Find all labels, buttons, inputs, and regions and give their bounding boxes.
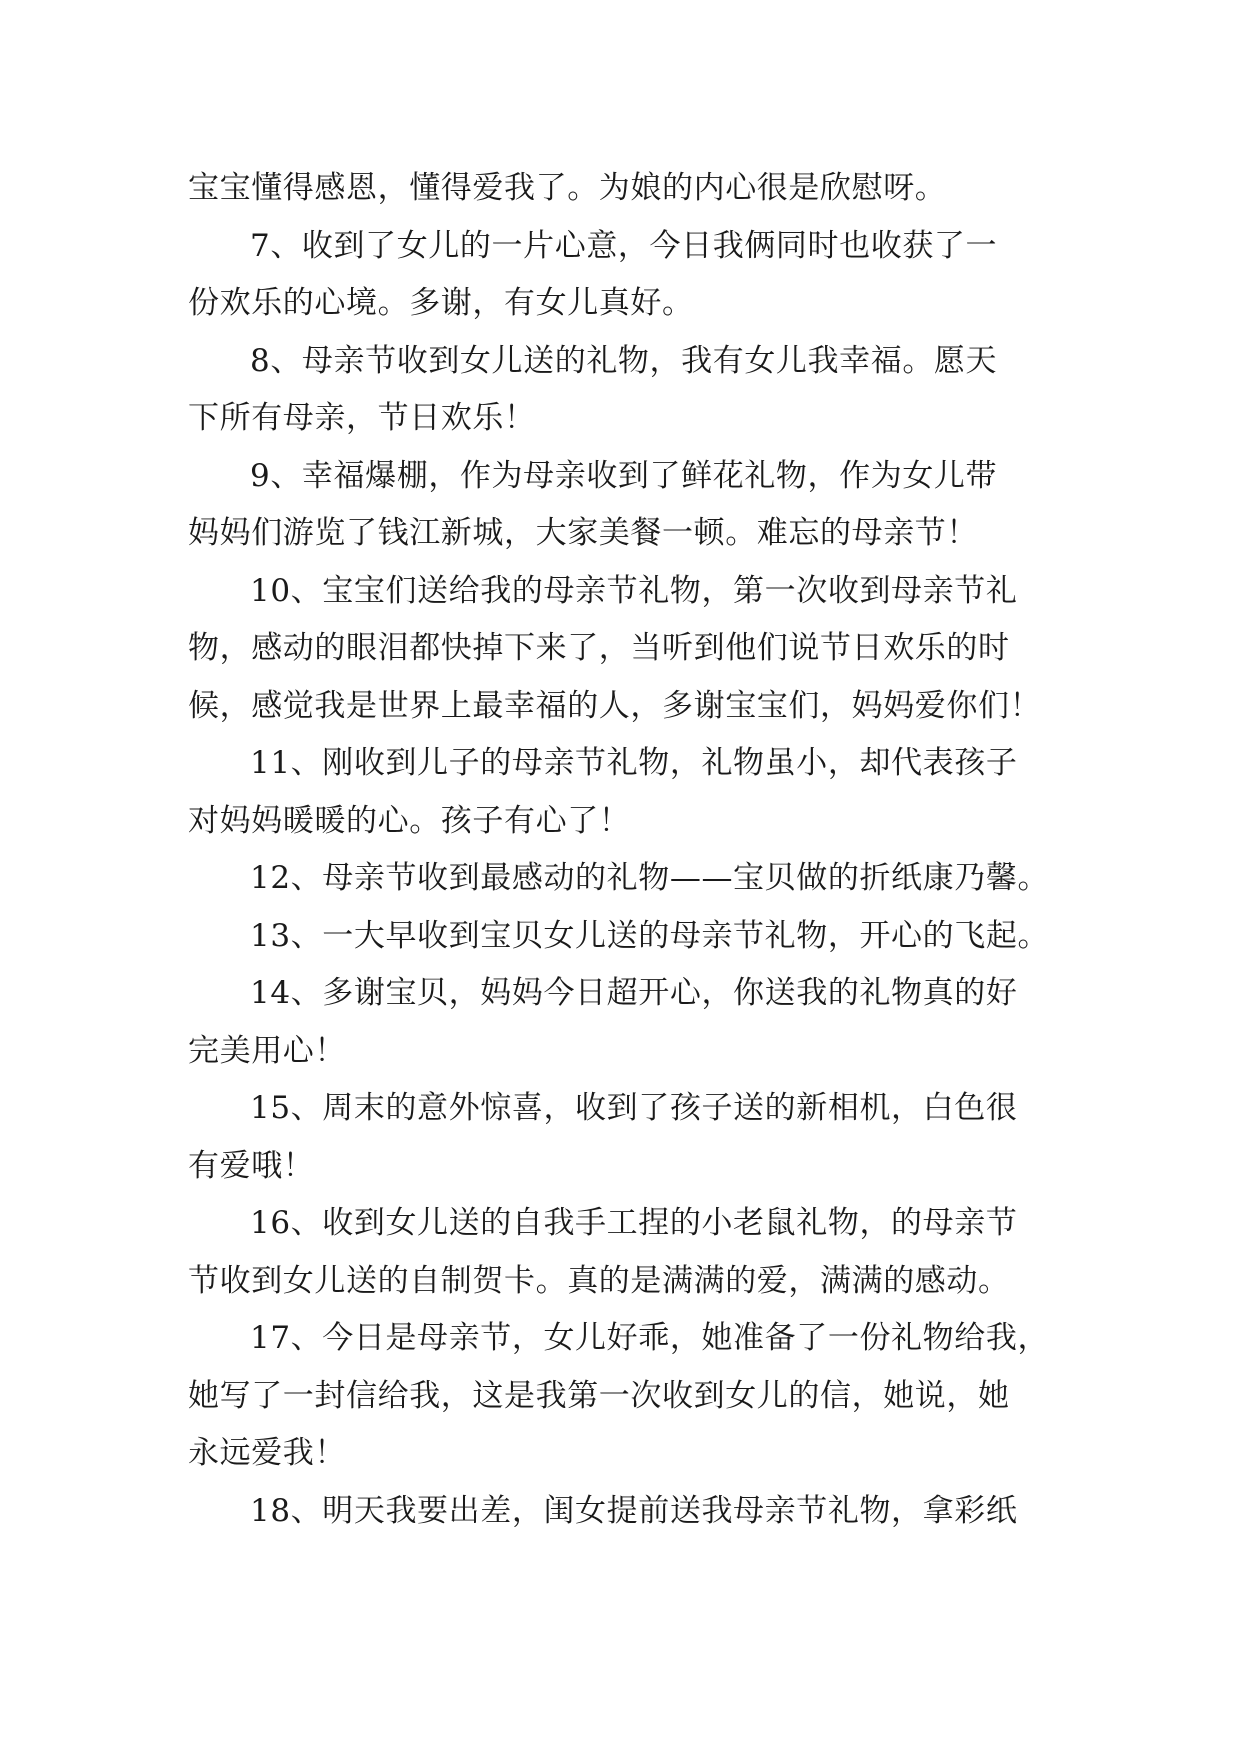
text-line: 17、今日是母亲节，女儿好乖，她准备了一份礼物给我， — [250, 1320, 1050, 1356]
text-line: 12、母亲节收到最感动的礼物——宝贝做的折纸康乃馨。 — [250, 860, 1050, 896]
paragraph — [188, 160, 1058, 218]
paragraph — [188, 1483, 1058, 1541]
text-line: 16、收到女儿送的自我手工捏的小老鼠礼物，的母亲节 — [250, 1205, 1018, 1241]
text-line: 份欢乐的心境。多谢，有女儿真好。 — [188, 285, 694, 321]
document-body — [188, 160, 1058, 1540]
text-line: 宝宝懂得感恩，懂得爱我了。为娘的内心很是欣慰呀。 — [188, 170, 947, 206]
text-line: 10、宝宝们送给我的母亲节礼物，第一次收到母亲节礼 — [250, 572, 1018, 609]
paragraph — [188, 850, 1058, 908]
text-line: 妈妈们游览了钱江新城，大家美餐一顿。难忘的母亲节！ — [188, 515, 978, 551]
paragraph — [188, 218, 1058, 333]
text-line: 节收到女儿送的自制贺卡。真的是满满的爱，满满的感动。 — [188, 1262, 1010, 1299]
paragraph — [188, 908, 1058, 966]
text-line: 完美用心！ — [188, 1032, 346, 1069]
text-line: 对妈妈暖暖的心。孩子有心了！ — [188, 802, 631, 839]
paragraph — [188, 1195, 1058, 1310]
text-line: 14、多谢宝贝，妈妈今日超开心，你送我的礼物真的好 — [250, 975, 1018, 1011]
paragraph — [188, 1310, 1058, 1483]
paragraph — [188, 965, 1058, 1080]
text-line: 11、刚收到儿子的母亲节礼物，礼物虽小，却代表孩子 — [250, 745, 1018, 781]
paragraph — [188, 448, 1058, 563]
text-line: 13、一大早收到宝贝女儿送的母亲节礼物，开心的飞起。 — [250, 917, 1050, 954]
text-line: 有爱哦！ — [188, 1147, 315, 1184]
paragraph — [188, 563, 1058, 736]
paragraph — [188, 333, 1058, 448]
paragraph — [188, 735, 1058, 850]
text-line: 永远爱我！ — [188, 1435, 346, 1471]
text-line: 7、收到了女儿的一片心意，今日我俩同时也收获了一 — [250, 227, 998, 264]
paragraph — [188, 1080, 1058, 1195]
text-line: 18、明天我要出差，闺女提前送我母亲节礼物，拿彩纸 — [250, 1492, 1018, 1529]
text-line: 15、周末的意外惊喜，收到了孩子送的新相机，白色很 — [250, 1090, 1018, 1126]
text-line: 她写了一封信给我，这是我第一次收到女儿的信，她说，她 — [188, 1377, 1010, 1414]
text-line: 8、母亲节收到女儿送的礼物，我有女儿我幸福。愿天 — [250, 342, 998, 379]
text-line: 候，感觉我是世界上最幸福的人，多谢宝宝们，妈妈爱你们！ — [188, 687, 1042, 724]
text-line: 物，感动的眼泪都快掉下来了，当听到他们说节日欢乐的时 — [188, 630, 1010, 666]
text-line: 下所有母亲，节日欢乐！ — [188, 400, 536, 436]
text-line: 9、幸福爆棚，作为母亲收到了鲜花礼物，作为女儿带 — [250, 457, 998, 494]
